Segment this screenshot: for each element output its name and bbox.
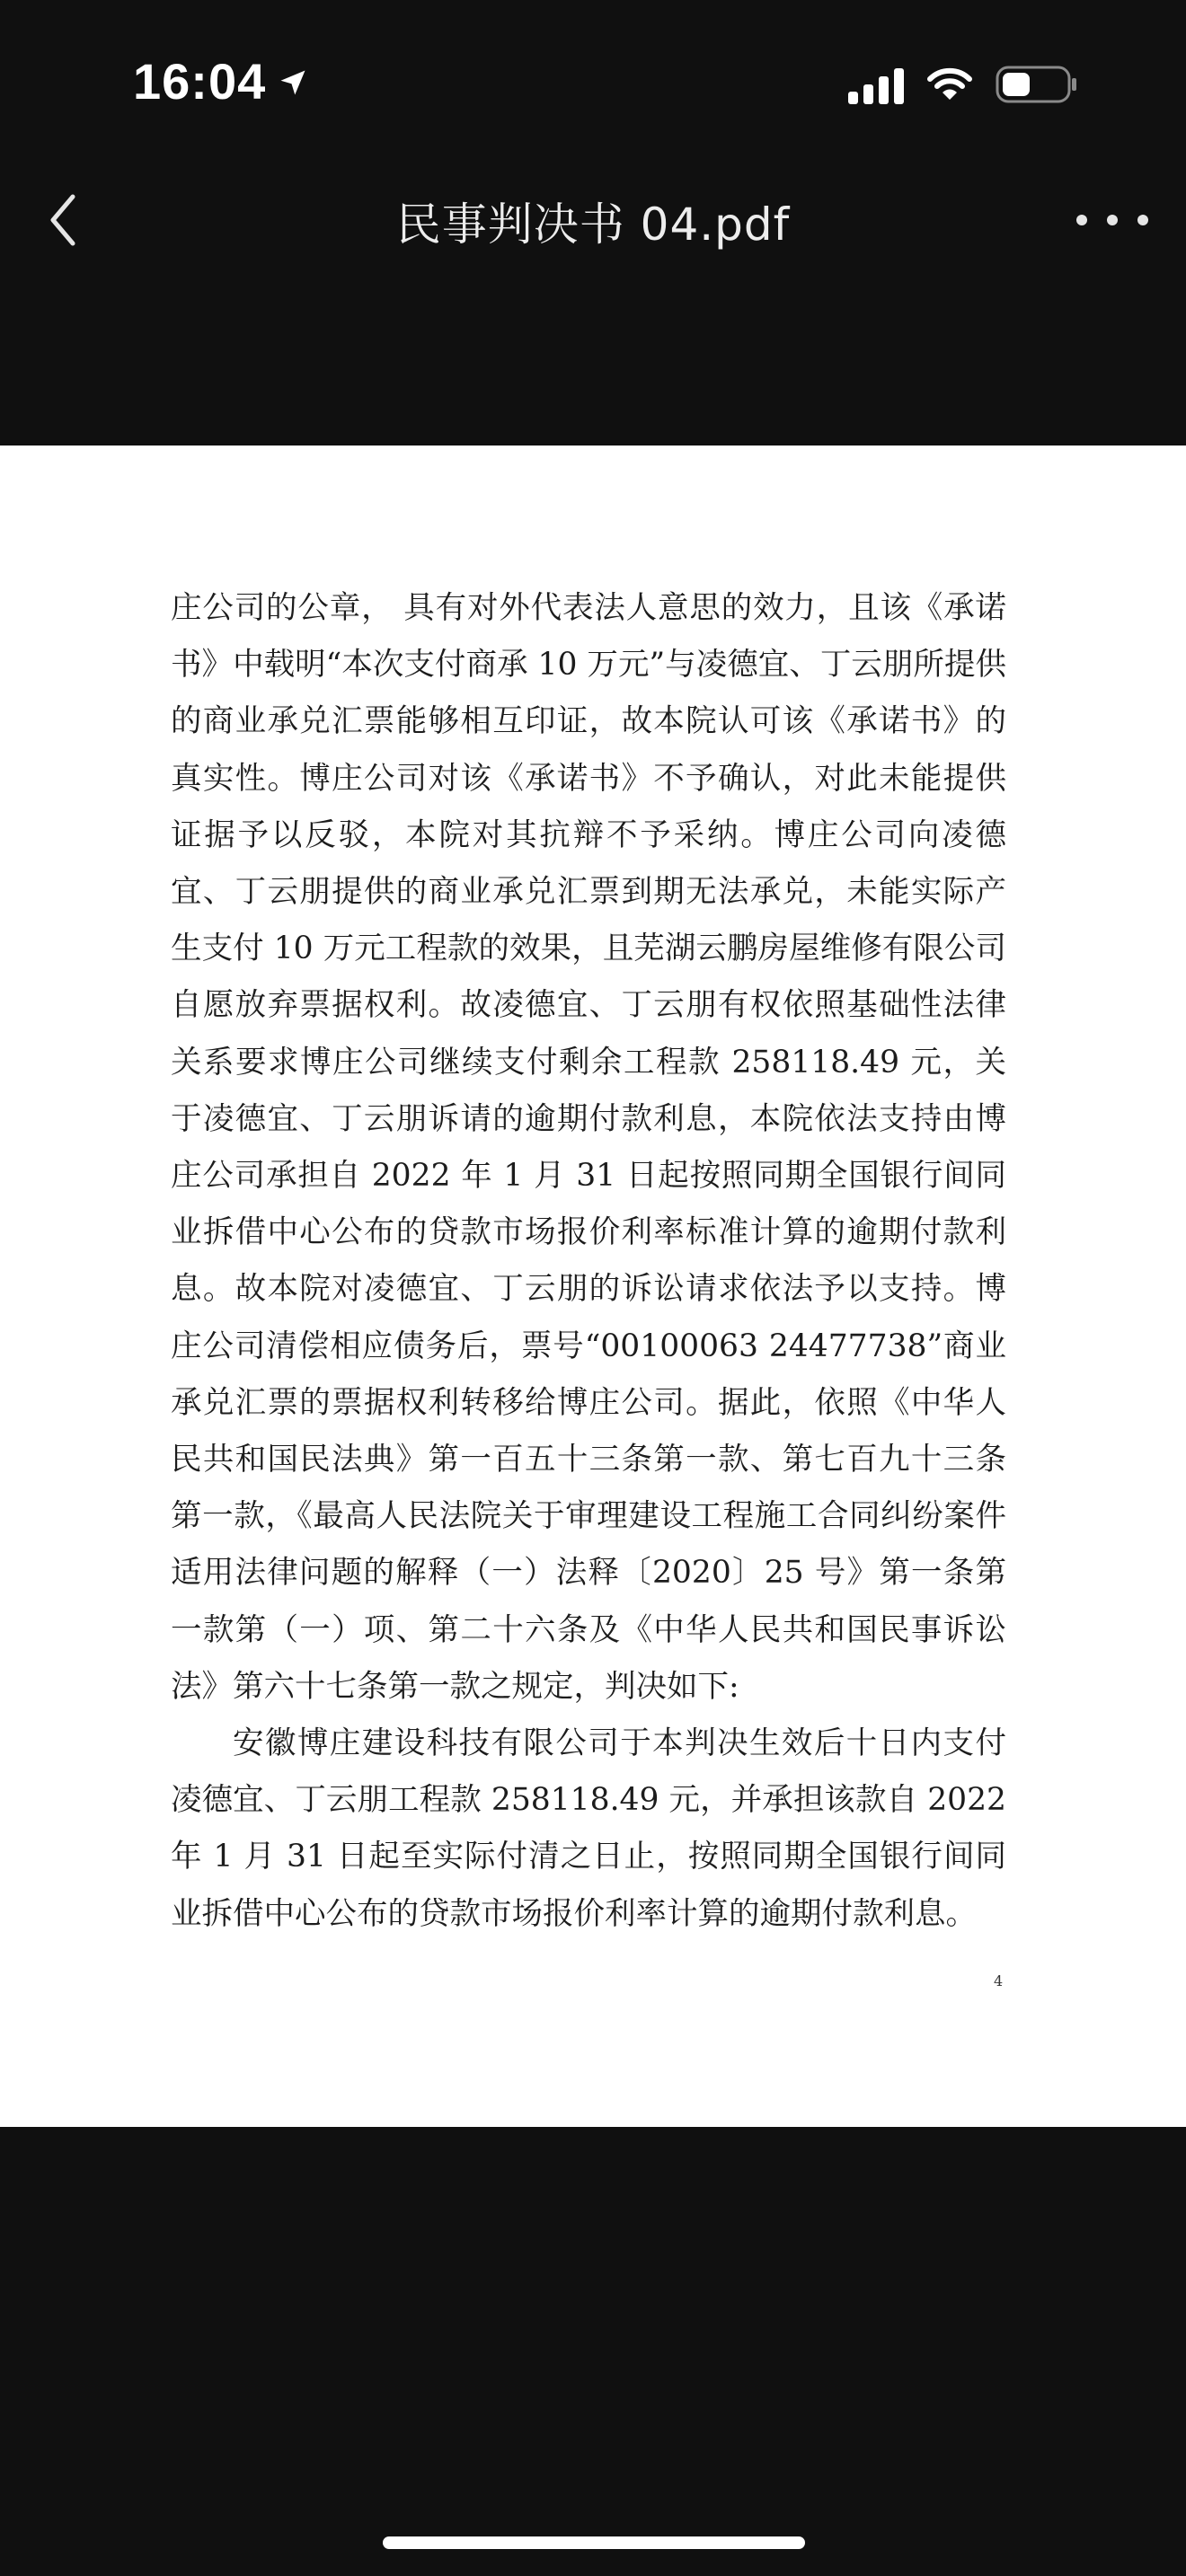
home-indicator[interactable] [383,2536,805,2549]
status-time: 16:04 [133,53,267,110]
cellular-signal-icon [848,68,904,104]
location-arrow-icon [277,52,309,110]
document-body [171,580,1006,1943]
judgment-ruling-paragraph: 安徽博庄建设科技有限公司于本判决生效后十日内支付凌德宜、丁云朋工程款 258118.49 元，并承担该款自 2022 年 1 月 31 日起至实际付清之日止，按照同期全国银行间同业拆借中心公布的贷款市场报价利率计算的逾期付款利息。 [171,1725,1006,1932]
battery-icon [996,65,1078,108]
status-bar [0,0,1186,171]
status-indicators [848,65,1078,108]
status-clock [133,52,309,110]
more-options-button[interactable] [1076,189,1148,251]
document-title: 民事判决书 04.pdf [395,198,791,251]
navigation-bar [0,171,1186,269]
more-dots-icon [1076,215,1087,225]
judgment-paragraph: 庄公司的公章， 具有对外代表法人意思的效力，且该《承诺书》中载明“本次支付商承 10 万元”与凌德宜、丁云朋所提供的商业承兑汇票能够相互印证，故本院认可该《承诺书》的真实性。博庄公司对该《承诺书》不予确认，对此未能提供证据予以反驳，本院对其抗辩不予采纳。博庄公司向凌德宜、丁云朋提供的商业承兑汇票到期无法承兑，未能实际产生支付 10 万元工程款的效果，且芜湖云鹏房屋维修有限公司自愿放弃票据权利。故凌德宜、丁云朋有权依照基础性法律关系要求博庄公司继续支付剩余工程款 258118.49 元，关于凌德宜、丁云朋诉请的逾期付款利息，本院依法支持由博庄公司承担自 2022 年 1 月 31 日起按照同期全国银行间同业拆借中心公布的贷款市场报价利率标准计算的逾期付款利息。故本院对凌德宜、丁云朋的诉讼请求依法予以支持。博庄公司清偿相应债务后，票号“00100063 24477738”商业承兑汇票的票据权利转移给博庄公司。据此，依照《中华人民共和国民法典》第一百五十三条第一款、第七百九十三条第一款，《最高人民法院关于审理建设工程施工合同纠纷案件适用法律问题的解释（一）法释〔2020〕25 号》第一条第一款第（一）项、第二十六条及《中华人民共和国民事诉讼法》第六十七条第一款之规定，判决如下: [171,590,1006,1705]
pdf-page [0,446,1186,2127]
wifi-icon [927,67,972,105]
page-number: 4 [994,1972,1004,1989]
